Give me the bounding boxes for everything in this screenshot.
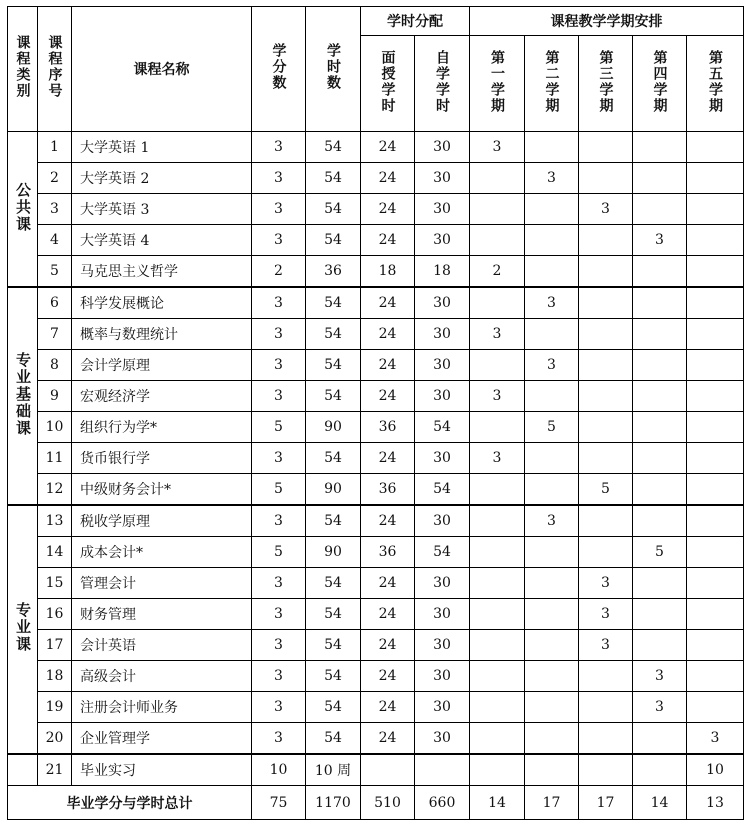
semester-5-cell: [687, 381, 744, 412]
semester-1-cell: 3: [470, 443, 525, 474]
in-class-hours-cell: 24: [361, 568, 415, 599]
semester-2-cell: [525, 225, 579, 256]
course-name-cell: 货币银行学: [72, 443, 252, 474]
course-name-cell: 科学发展概论: [72, 287, 252, 319]
semester-2-cell: [525, 599, 579, 630]
header-course-name: 课程名称: [72, 7, 252, 132]
credits-cell: 3: [252, 350, 306, 381]
table-row: [8, 256, 744, 288]
category-cell: 专业基础课: [8, 287, 38, 505]
self-study-hours-cell: 30: [415, 287, 470, 319]
course-name-cell: 会计英语: [72, 630, 252, 661]
curriculum-table: [7, 6, 744, 820]
in-class-hours-cell: 24: [361, 599, 415, 630]
credits-cell: 3: [252, 443, 306, 474]
course-name-cell: 企业管理学: [72, 723, 252, 755]
self-study-hours-cell: 30: [415, 723, 470, 755]
semester-4-cell: [633, 568, 687, 599]
credits-cell: 3: [252, 194, 306, 225]
hours-cell: 54: [306, 692, 361, 723]
semester-5-cell: [687, 350, 744, 381]
self-study-hours-cell: 30: [415, 350, 470, 381]
course-seq-cell: 5: [38, 256, 72, 288]
credits-cell: 3: [252, 225, 306, 256]
course-seq-cell: 10: [38, 412, 72, 443]
semester-4-cell: [633, 132, 687, 163]
semester-2-cell: 3: [525, 505, 579, 537]
hours-cell: 90: [306, 537, 361, 568]
semester-5-cell: [687, 319, 744, 350]
semester-4-cell: 3: [633, 225, 687, 256]
semester-1-cell: [470, 163, 525, 194]
semester-3-cell: [579, 692, 633, 723]
semester-1-cell: [470, 661, 525, 692]
credits-cell: 3: [252, 132, 306, 163]
semester-3-cell: [579, 537, 633, 568]
total-semester-4: 14: [633, 786, 687, 820]
course-name-cell: 财务管理: [72, 599, 252, 630]
credits-cell: 3: [252, 723, 306, 755]
in-class-hours-cell: 24: [361, 132, 415, 163]
semester-3-cell: [579, 723, 633, 755]
in-class-hours-cell: 24: [361, 287, 415, 319]
header-semester-plan: 课程教学学期安排: [470, 7, 744, 36]
semester-3-cell: [579, 163, 633, 194]
semester-1-cell: [470, 723, 525, 755]
table-row: [8, 568, 744, 599]
in-class-hours-cell: 24: [361, 443, 415, 474]
course-seq-cell: 20: [38, 723, 72, 755]
table-row: [8, 350, 744, 381]
course-name-cell: 大学英语 1: [72, 132, 252, 163]
semester-5-cell: [687, 412, 744, 443]
in-class-hours-cell: 18: [361, 256, 415, 288]
course-seq-cell: 4: [38, 225, 72, 256]
semester-5-cell: [687, 132, 744, 163]
header-seq: 课程序号: [38, 7, 72, 132]
semester-3-cell: [579, 132, 633, 163]
semester-4-cell: [633, 754, 687, 786]
semester-4-cell: [633, 163, 687, 194]
course-name-cell: 毕业实习: [72, 754, 252, 786]
hours-cell: 54: [306, 630, 361, 661]
table-row: [8, 443, 744, 474]
semester-1-cell: [470, 350, 525, 381]
course-name-cell: 高级会计: [72, 661, 252, 692]
header-hour-allocation: 学时分配: [361, 7, 470, 36]
semester-1-cell: [470, 692, 525, 723]
in-class-hours-cell: 24: [361, 630, 415, 661]
semester-2-cell: [525, 568, 579, 599]
total-row: [8, 786, 744, 820]
semester-1-cell: [470, 474, 525, 506]
hours-cell: 54: [306, 661, 361, 692]
self-study-hours-cell: 30: [415, 505, 470, 537]
semester-5-cell: [687, 194, 744, 225]
semester-4-cell: 3: [633, 692, 687, 723]
self-study-hours-cell: 30: [415, 225, 470, 256]
header-semester-4: 第四学期: [633, 36, 687, 132]
course-seq-cell: 13: [38, 505, 72, 537]
credits-cell: 5: [252, 412, 306, 443]
table-row: [8, 630, 744, 661]
self-study-hours-cell: 18: [415, 256, 470, 288]
course-name-cell: 大学英语 3: [72, 194, 252, 225]
course-seq-cell: 7: [38, 319, 72, 350]
self-study-hours-cell: 30: [415, 630, 470, 661]
self-study-hours-cell: 30: [415, 381, 470, 412]
semester-2-cell: [525, 132, 579, 163]
semester-4-cell: [633, 443, 687, 474]
in-class-hours-cell: 36: [361, 474, 415, 506]
in-class-hours-cell: 24: [361, 163, 415, 194]
self-study-hours-cell: 30: [415, 692, 470, 723]
semester-1-cell: 3: [470, 381, 525, 412]
credits-cell: 2: [252, 256, 306, 288]
total-hours: 1170: [306, 786, 361, 820]
semester-5-cell: [687, 568, 744, 599]
header-self-study-hours: 自学学时: [415, 36, 470, 132]
category-cell: 公共课: [8, 132, 38, 288]
header-in-class-hours: 面授学时: [361, 36, 415, 132]
credits-cell: 5: [252, 474, 306, 506]
table-row: [8, 661, 744, 692]
self-study-hours-cell: 54: [415, 537, 470, 568]
credits-cell: 3: [252, 287, 306, 319]
table-body: [8, 132, 744, 786]
course-name-cell: 税收学原理: [72, 505, 252, 537]
semester-4-cell: [633, 412, 687, 443]
course-name-cell: 组织行为学*: [72, 412, 252, 443]
course-seq-cell: 18: [38, 661, 72, 692]
self-study-hours-cell: 30: [415, 599, 470, 630]
hours-cell: 54: [306, 163, 361, 194]
self-study-hours-cell: 30: [415, 568, 470, 599]
semester-4-cell: [633, 505, 687, 537]
course-name-cell: 马克思主义哲学: [72, 256, 252, 288]
header-semester-2: 第二学期: [525, 36, 579, 132]
course-seq-cell: 19: [38, 692, 72, 723]
hours-cell: 54: [306, 381, 361, 412]
credits-cell: 3: [252, 568, 306, 599]
semester-3-cell: [579, 443, 633, 474]
course-seq-cell: 16: [38, 599, 72, 630]
course-name-cell: 概率与数理统计: [72, 319, 252, 350]
hours-cell: 54: [306, 505, 361, 537]
semester-3-cell: [579, 381, 633, 412]
course-seq-cell: 6: [38, 287, 72, 319]
category-cell: [8, 754, 38, 786]
table-row: [8, 287, 744, 319]
course-name-cell: 中级财务会计*: [72, 474, 252, 506]
semester-1-cell: 2: [470, 256, 525, 288]
semester-3-cell: 3: [579, 599, 633, 630]
semester-3-cell: [579, 319, 633, 350]
semester-1-cell: [470, 754, 525, 786]
semester-1-cell: [470, 599, 525, 630]
in-class-hours-cell: 24: [361, 319, 415, 350]
semester-5-cell: [687, 256, 744, 288]
course-seq-cell: 12: [38, 474, 72, 506]
semester-4-cell: [633, 256, 687, 288]
semester-5-cell: [687, 474, 744, 506]
semester-3-cell: 3: [579, 194, 633, 225]
total-label: 毕业学分与学时总计: [8, 786, 252, 820]
semester-1-cell: [470, 225, 525, 256]
semester-2-cell: [525, 630, 579, 661]
semester-2-cell: [525, 443, 579, 474]
semester-5-cell: [687, 537, 744, 568]
semester-1-cell: [470, 194, 525, 225]
self-study-hours-cell: 30: [415, 661, 470, 692]
semester-1-cell: [470, 287, 525, 319]
semester-1-cell: 3: [470, 132, 525, 163]
semester-3-cell: 5: [579, 474, 633, 506]
table-row: [8, 412, 744, 443]
semester-1-cell: [470, 630, 525, 661]
semester-1-cell: 3: [470, 319, 525, 350]
semester-2-cell: [525, 256, 579, 288]
course-name-cell: 管理会计: [72, 568, 252, 599]
semester-2-cell: [525, 474, 579, 506]
semester-5-cell: [687, 630, 744, 661]
self-study-hours-cell: 30: [415, 443, 470, 474]
credits-cell: 3: [252, 163, 306, 194]
semester-4-cell: [633, 381, 687, 412]
in-class-hours-cell: 24: [361, 505, 415, 537]
semester-4-cell: [633, 599, 687, 630]
course-seq-cell: 1: [38, 132, 72, 163]
semester-2-cell: [525, 381, 579, 412]
table-row: [8, 723, 744, 755]
hours-cell: 54: [306, 225, 361, 256]
header-hours: 学时数: [306, 7, 361, 132]
self-study-hours-cell: 30: [415, 132, 470, 163]
hours-cell: 54: [306, 350, 361, 381]
course-seq-cell: 15: [38, 568, 72, 599]
total-semester-5: 13: [687, 786, 744, 820]
credits-cell: 3: [252, 599, 306, 630]
course-seq-cell: 3: [38, 194, 72, 225]
in-class-hours-cell: 36: [361, 412, 415, 443]
semester-3-cell: [579, 505, 633, 537]
category-cell: 专业课: [8, 505, 38, 754]
hours-cell: 90: [306, 474, 361, 506]
semester-2-cell: 3: [525, 350, 579, 381]
semester-2-cell: [525, 194, 579, 225]
course-seq-cell: 14: [38, 537, 72, 568]
hours-cell: 54: [306, 443, 361, 474]
header-semester-3: 第三学期: [579, 36, 633, 132]
self-study-hours-cell: 30: [415, 163, 470, 194]
course-name-cell: 宏观经济学: [72, 381, 252, 412]
total-semester-2: 17: [525, 786, 579, 820]
course-name-cell: 大学英语 2: [72, 163, 252, 194]
hours-cell: 54: [306, 132, 361, 163]
credits-cell: 3: [252, 630, 306, 661]
table-row: [8, 754, 744, 786]
credits-cell: 3: [252, 505, 306, 537]
semester-3-cell: 3: [579, 568, 633, 599]
course-name-cell: 会计学原理: [72, 350, 252, 381]
course-seq-cell: 8: [38, 350, 72, 381]
semester-2-cell: [525, 537, 579, 568]
hours-cell: 36: [306, 256, 361, 288]
table-row: [8, 132, 744, 163]
semester-5-cell: [687, 163, 744, 194]
total-semester-1: 14: [470, 786, 525, 820]
semester-4-cell: 3: [633, 661, 687, 692]
semester-5-cell: 3: [687, 723, 744, 755]
credits-cell: 3: [252, 692, 306, 723]
table-row: [8, 474, 744, 506]
semester-1-cell: [470, 412, 525, 443]
semester-2-cell: [525, 661, 579, 692]
self-study-hours-cell: 54: [415, 412, 470, 443]
semester-4-cell: 5: [633, 537, 687, 568]
total-self-study: 660: [415, 786, 470, 820]
in-class-hours-cell: 24: [361, 723, 415, 755]
semester-3-cell: [579, 225, 633, 256]
semester-5-cell: [687, 287, 744, 319]
semester-2-cell: [525, 692, 579, 723]
credits-cell: 3: [252, 661, 306, 692]
semester-4-cell: [633, 350, 687, 381]
total-in-class: 510: [361, 786, 415, 820]
semester-5-cell: [687, 599, 744, 630]
curriculum-table-container: [7, 6, 743, 820]
header-row-1: [8, 7, 744, 36]
table-row: [8, 225, 744, 256]
semester-2-cell: [525, 319, 579, 350]
table-row: [8, 692, 744, 723]
semester-1-cell: [470, 505, 525, 537]
header-semester-1: 第一学期: [470, 36, 525, 132]
semester-3-cell: [579, 661, 633, 692]
total-semester-3: 17: [579, 786, 633, 820]
semester-3-cell: [579, 350, 633, 381]
table-row: [8, 599, 744, 630]
course-seq-cell: 17: [38, 630, 72, 661]
in-class-hours-cell: 36: [361, 537, 415, 568]
semester-2-cell: 3: [525, 287, 579, 319]
hours-cell: 54: [306, 568, 361, 599]
hours-cell: 54: [306, 194, 361, 225]
semester-5-cell: [687, 443, 744, 474]
hours-cell: 90: [306, 412, 361, 443]
semester-1-cell: [470, 537, 525, 568]
semester-4-cell: [633, 474, 687, 506]
semester-2-cell: [525, 723, 579, 755]
course-seq-cell: 11: [38, 443, 72, 474]
self-study-hours-cell: 30: [415, 319, 470, 350]
self-study-hours-cell: 54: [415, 474, 470, 506]
semester-4-cell: [633, 319, 687, 350]
hours-cell: 54: [306, 599, 361, 630]
semester-5-cell: [687, 225, 744, 256]
header-category: 课程类别: [8, 7, 38, 132]
semester-4-cell: [633, 287, 687, 319]
credits-cell: 10: [252, 754, 306, 786]
semester-2-cell: 3: [525, 163, 579, 194]
semester-5-cell: [687, 661, 744, 692]
in-class-hours-cell: [361, 754, 415, 786]
semester-1-cell: [470, 568, 525, 599]
course-seq-cell: 2: [38, 163, 72, 194]
semester-4-cell: [633, 723, 687, 755]
semester-3-cell: 3: [579, 630, 633, 661]
semester-3-cell: [579, 412, 633, 443]
table-row: [8, 537, 744, 568]
semester-2-cell: 5: [525, 412, 579, 443]
in-class-hours-cell: 24: [361, 381, 415, 412]
in-class-hours-cell: 24: [361, 661, 415, 692]
semester-5-cell: [687, 692, 744, 723]
credits-cell: 5: [252, 537, 306, 568]
credits-cell: 3: [252, 319, 306, 350]
course-name-cell: 大学英语 4: [72, 225, 252, 256]
semester-5-cell: 10: [687, 754, 744, 786]
course-seq-cell: 9: [38, 381, 72, 412]
in-class-hours-cell: 24: [361, 225, 415, 256]
course-name-cell: 成本会计*: [72, 537, 252, 568]
header-credits: 学分数: [252, 7, 306, 132]
hours-cell: 10 周: [306, 754, 361, 786]
table-row: [8, 194, 744, 225]
course-name-cell: 注册会计师业务: [72, 692, 252, 723]
semester-3-cell: [579, 256, 633, 288]
in-class-hours-cell: 24: [361, 692, 415, 723]
total-credits: 75: [252, 786, 306, 820]
semester-3-cell: [579, 287, 633, 319]
table-row: [8, 381, 744, 412]
semester-3-cell: [579, 754, 633, 786]
semester-5-cell: [687, 505, 744, 537]
hours-cell: 54: [306, 319, 361, 350]
self-study-hours-cell: 30: [415, 194, 470, 225]
header-semester-5: 第五学期: [687, 36, 744, 132]
in-class-hours-cell: 24: [361, 194, 415, 225]
credits-cell: 3: [252, 381, 306, 412]
hours-cell: 54: [306, 723, 361, 755]
semester-4-cell: [633, 630, 687, 661]
course-seq-cell: 21: [38, 754, 72, 786]
table-row: [8, 505, 744, 537]
in-class-hours-cell: 24: [361, 350, 415, 381]
table-row: [8, 163, 744, 194]
hours-cell: 54: [306, 287, 361, 319]
semester-4-cell: [633, 194, 687, 225]
semester-2-cell: [525, 754, 579, 786]
table-row: [8, 319, 744, 350]
self-study-hours-cell: [415, 754, 470, 786]
